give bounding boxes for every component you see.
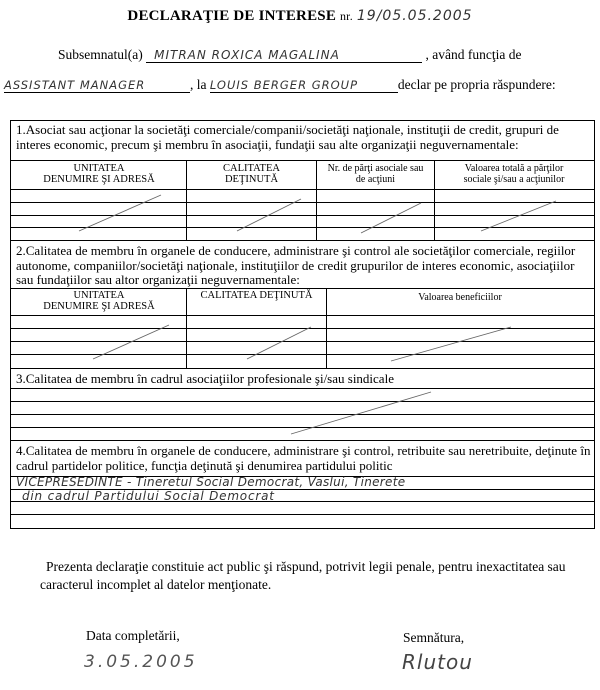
declar-label: declar pe propria răspundere: [397, 77, 556, 92]
section-3-table-bottom [11, 440, 594, 441]
subsemnatul-label: Subsemnatul(a) [58, 47, 143, 62]
s2-col-calitatea-text: CALITATEA DEŢINUTĂ [200, 290, 313, 301]
intro-line-1 [58, 47, 598, 63]
la-label: , la [190, 77, 207, 92]
s4-row-3 [11, 514, 594, 515]
s2-col-unitatea [12, 290, 186, 312]
s2-col-valoarea [327, 292, 593, 303]
s1-col-nr-parti [317, 163, 434, 185]
intro-line-2 [4, 77, 600, 93]
s4-handwritten-line-1: VICEPRESEDINTE - Tineretul Social Democrat, Vaslui, Tinerete [16, 475, 406, 489]
signature-value: Rlutou [402, 650, 473, 674]
declarant-function: ASSISTANT MANAGER [4, 78, 190, 93]
s2-strike-marks [11, 315, 593, 368]
s1-col-valoarea [435, 163, 593, 185]
page-title [0, 8, 600, 25]
s1-col-calitatea-text: CALITATEA DEŢINUTĂ [223, 163, 280, 185]
date-value: 3.05.2005 [84, 652, 198, 672]
section-4-text: 4.Calitatea de membru în organele de conducere, administrare şi control, retribuite sau neretribuite, deţinute în cadrul partidelor politice, funcţia deţinută şi denumirea partidului politic [16, 443, 591, 473]
title-text: DECLARAŢIE DE INTERESE [127, 8, 337, 24]
registration-prefix: nr. [339, 9, 353, 23]
s1-col-valoarea-text: Valoarea totală a părţilor sociale şi/sau a acţiunilor [463, 163, 565, 185]
section-3-text: 3.Calitatea de membru în cadrul asociaţiilor profesionale şi/sau sindicale [16, 371, 394, 386]
s2-col-unitatea-text: UNITATEA DENUMIRE ŞI ADRESĂ [43, 290, 155, 312]
footer-statement: Prezenta declaraţie constituie act public şi răspund, potrivit legii penale, pentru inexactitatea sau caracterul incomplet al datelor menţionate. [40, 559, 566, 592]
avand-label: , având funcţia de [425, 47, 522, 62]
declarant-name: MITRAN ROXICA MAGALINA [146, 48, 422, 63]
s2-col-valoarea-text: Valoarea beneficiilor [418, 292, 502, 303]
s4-handwritten-line-2: din cadrul Partidului Social Democrat [22, 489, 275, 503]
s1-col-unitatea-text: UNITATEA DENUMIRE ŞI ADRESĂ [43, 163, 155, 185]
section-2-table-bottom [11, 368, 594, 369]
declarant-company: LOUIS BERGER GROUP [210, 78, 398, 93]
s3-strike-mark [11, 388, 593, 440]
section-1-text: 1.Asociat sau acţionar la societăţi comerciale/companii/societăţi naţionale, instituţii de credit, grupuri de interes economic, precum şi membru în asociaţii, fundaţii sau alte organizaţii neguvernamentale: [16, 122, 559, 152]
section-1-table-bottom [11, 240, 594, 241]
section-1-table-top [11, 160, 594, 161]
s1-strike-marks [11, 189, 593, 240]
s1-col-unitatea [12, 163, 186, 185]
signature-label: Semnătura, [403, 630, 465, 645]
section-2-table-top [11, 288, 594, 289]
s1-col-nr-parti-text: Nr. de părţi asociale sau de acţiuni [327, 163, 424, 185]
date-label: Data completării, [86, 628, 180, 643]
section-2-text: 2.Calitatea de membru în organele de conducere, administrare şi control ale societăţilor comerciale, regiilor autonome, companiilor/societăţi naţionale, instituţiilor de credit grupurilor de interes economic, asociaţiilor sau fundaţiilor sau altor organizaţii neguvernamentale: [16, 243, 576, 287]
registration-number: 19/05.05.2005 [356, 8, 473, 24]
s1-col-calitatea [187, 163, 316, 185]
s2-col-calitatea [187, 290, 326, 301]
